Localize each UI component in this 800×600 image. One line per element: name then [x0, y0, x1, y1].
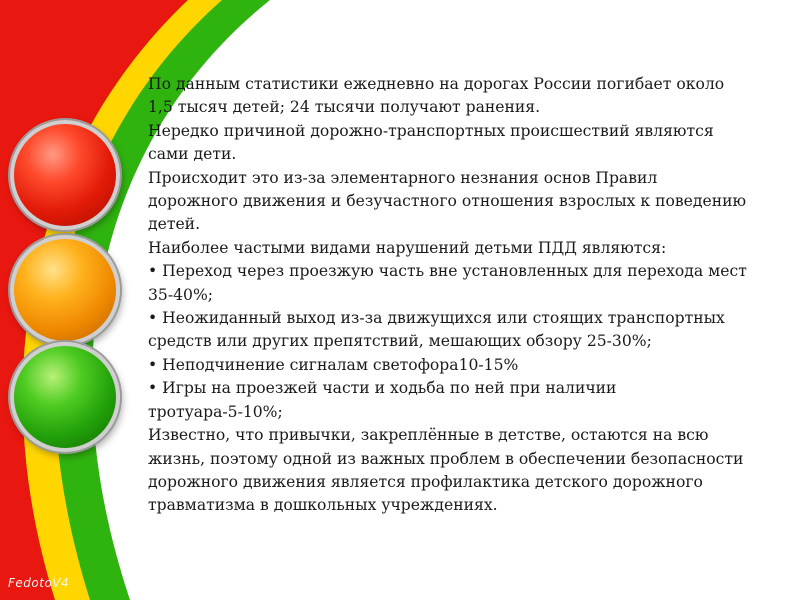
yellow-light [10, 235, 120, 345]
main-text [148, 73, 778, 518]
text-line: средств или других препятствий, мешающих обзору 25-30%; [148, 332, 652, 351]
red-light [10, 120, 120, 230]
text-line: травматизма в дошкольных учреждениях. [148, 496, 498, 515]
text-line: По данным статистики ежедневно на дорогах России погибает около [148, 75, 725, 93]
text-line: • Игры на проезжей части и ходьба по ней при наличии [148, 379, 617, 398]
text-line: Нередко причиной дорожно-транспортных происшествий являются [148, 121, 714, 140]
text-line: дорожного движения является профилактика детского дорожного [148, 472, 703, 491]
text-line: Известно, что привычки, закреплённые в детстве, остаются на всю [148, 426, 709, 445]
text-line: • Неподчинение сигналам светофора10-15% [148, 355, 519, 374]
text-line: сами дети. [148, 145, 237, 164]
text-line: Происходит это из-за элементарного незнания основ Правил [148, 168, 658, 187]
green-light [10, 342, 120, 452]
text-line: 35-40%; [148, 285, 214, 304]
watermark: FedotoV4 [8, 576, 70, 590]
text-line: жизнь, поэтому одной из важных проблем в обеспечении безопасности [148, 449, 744, 468]
text-line: Наиболее частыми видами нарушений детьми ПДД являются: [148, 238, 667, 257]
text-line: тротуара-5-10%; [148, 402, 283, 421]
text-line: детей. [148, 215, 201, 234]
text-line: • Неожиданный выход из-за движущихся или стоящих транспортных [148, 309, 725, 328]
text-line: дорожного движения и безучастного отношения взрослых к поведению [148, 192, 747, 211]
text-line: 1,5 тысяч детей; 24 тысячи получают ранения. [148, 98, 541, 117]
text-line: • Переход через проезжую часть вне установленных для перехода мест [148, 262, 747, 281]
